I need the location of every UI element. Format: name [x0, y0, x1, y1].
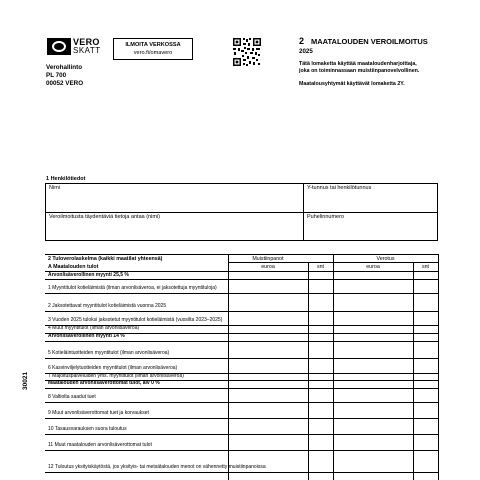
section2-title: 2 Tuloverolaskelma (kaikki maatilat yhteensä)	[48, 256, 163, 262]
notes-amount-field[interactable]	[229, 279, 333, 293]
tax-amount-field[interactable]	[334, 325, 438, 333]
notes-amount-field[interactable]	[229, 311, 333, 325]
notes-amount-field[interactable]	[229, 388, 333, 402]
id-label: Y-tunnus tai henkilötunnus	[307, 185, 372, 191]
notice-url: vero.fi/omavero	[133, 50, 173, 56]
address-line2: PL 700	[46, 72, 67, 79]
logo-word-vero: VERO	[73, 37, 100, 47]
tax-amount-field[interactable]	[334, 434, 438, 450]
row-label: 9 Muut arvonlisäverottomat tuet ja korvaukset	[48, 410, 149, 416]
logo-word-skatt: SKATT	[73, 46, 101, 55]
unit-euro-tax: euroa	[366, 264, 380, 270]
vero-logo	[47, 38, 103, 55]
tax-office-address	[46, 64, 83, 88]
tax-amount-field[interactable]	[334, 341, 438, 358]
section2-subtitle: A Maatalouden tulot	[48, 264, 99, 270]
tax-amount-field[interactable]	[334, 373, 438, 380]
phone-label: Puhelinnumero	[307, 214, 344, 220]
unit-cent-notes: snt	[316, 264, 325, 270]
table-right-edge	[438, 254, 439, 480]
vero-logo-mark-icon	[47, 38, 71, 55]
notes-amount-field[interactable]	[229, 418, 333, 434]
notes-amount-field[interactable]	[229, 293, 333, 311]
row-label: 1 Myyntitulot kotieläimistä (ilman arvonlisäveroa, ei jaksotettuja myyntituloja)	[48, 285, 217, 291]
tax-amount-field[interactable]	[334, 358, 438, 373]
group-form-note: Maatalousyhtymät käyttävät lomaketta 2Y.	[299, 81, 405, 87]
row-label: 12 Tuloutus yksityiskäytöstä, jos yksityis- tai metsätalouden menot on vähennetty muistiinpanoissa	[48, 464, 266, 470]
unit-euro-notes: euroa	[261, 264, 275, 270]
tax-amount-field[interactable]	[334, 388, 438, 402]
section1-title: 1 Henkilötiedot	[46, 176, 86, 182]
table-row	[45, 402, 438, 419]
id-field[interactable]	[304, 192, 437, 211]
row-label: Maatalouden arvonlisäverottomat tulot, alv 0 %	[48, 380, 160, 386]
form-intro	[299, 61, 459, 75]
tax-amount-field[interactable]	[334, 450, 438, 472]
file-online-notice	[113, 38, 193, 60]
row-label: 8 Valtiolta saadut tuet	[48, 394, 96, 400]
phone-field[interactable]	[304, 221, 437, 240]
table-row	[45, 293, 438, 312]
table-top-rule	[45, 254, 438, 255]
tax-amount-field[interactable]	[334, 418, 438, 434]
row-label: 10 Tasausvarauksen suora tuloutus	[48, 426, 127, 432]
row-label: 11 Muut maatalouden arvonlisäverottomat tulot	[48, 442, 152, 448]
qr-code-icon	[232, 37, 262, 67]
row-label: Arvonlisäverollinen myynti 14 %	[48, 333, 125, 339]
intro-line2: joka on toiminnassaan muistiinpanovelvollinen.	[299, 68, 420, 74]
personal-info-table	[45, 183, 438, 241]
col-tax-header: Verotus	[376, 256, 395, 262]
notes-amount-field[interactable]	[229, 402, 333, 418]
contact-label: Veroilmoitusta täydentäviä tietoja antaa (nimi)	[49, 214, 160, 220]
table-row	[45, 450, 438, 473]
contact-field[interactable]	[47, 221, 302, 240]
notes-amount-field[interactable]	[229, 325, 333, 333]
name-field[interactable]	[47, 192, 302, 211]
row-label: 2 Jaksotettavat myyntitulot kotieläimistä vuonna 2025	[48, 303, 167, 309]
table-row	[45, 341, 438, 359]
row-label: Arvonlisäverollinen myynti 25,5 %	[48, 272, 129, 278]
divider	[46, 212, 437, 213]
tax-amount-field[interactable]	[334, 402, 438, 418]
row-label: 5 Kotieläintuotteiden myyntitulot (ilman arvonlisäveroa)	[48, 350, 170, 356]
notes-amount-field[interactable]	[229, 450, 333, 472]
table-row	[45, 279, 438, 294]
intro-line1: Tätä lomaketta käyttää maataloudenharjoittaja,	[299, 61, 417, 67]
form-number: 2	[299, 36, 305, 46]
col-notes-header: Muistiinpanot	[252, 256, 284, 262]
tax-amount-field[interactable]	[334, 279, 438, 293]
notice-line1: ILMOITA VERKOSSA	[125, 42, 181, 48]
table-row	[45, 434, 438, 451]
tax-amount-field[interactable]	[334, 293, 438, 311]
table-row	[45, 388, 438, 403]
unit-cent-tax: snt	[421, 264, 430, 270]
name-label: Nimi	[49, 185, 60, 191]
table-row	[45, 311, 438, 326]
form-year: 2025	[299, 48, 313, 55]
row-label: 4 Muut myyntitulot (ilman arvonlisäveroa)	[48, 325, 140, 331]
row-label: 7 Majoituspalveluiden yms. myyntitulot (ilman arvonlisäveroa)	[48, 373, 184, 379]
address-line3: 00052 VERO	[46, 80, 84, 87]
notes-amount-field[interactable]	[229, 434, 333, 450]
table-row	[45, 358, 438, 374]
form-title: MAATALOUDEN VEROILMOITUS	[311, 37, 428, 46]
notes-amount-field[interactable]	[229, 373, 333, 380]
side-form-code: 30021	[22, 371, 29, 390]
notes-amount-field[interactable]	[229, 341, 333, 358]
table-row	[45, 418, 438, 435]
address-line1: Verohallinto	[46, 64, 83, 71]
tax-amount-field[interactable]	[334, 311, 438, 325]
notes-amount-field[interactable]	[229, 358, 333, 373]
row-label: 3 Vuoden 2025 tuloksi jaksotetut myyntitulot kotieläimistä (vuosilta 2023–2025)	[48, 317, 223, 323]
row-label: 6 Kasvinviljelytuotteiden myyntitulot (ilman arvonlisäveroa)	[48, 365, 178, 371]
